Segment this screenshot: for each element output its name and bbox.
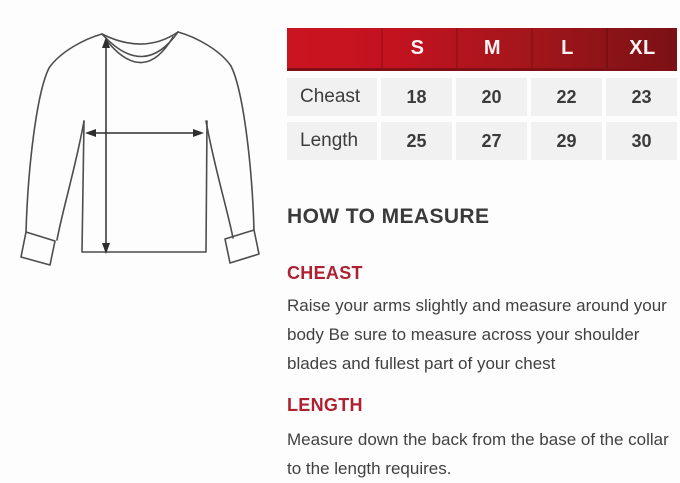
size-column-header-m: M — [456, 28, 527, 68]
chest-arrow — [85, 129, 204, 137]
row-label-cheast: Cheast — [287, 78, 377, 116]
shirt-measurement-diagram — [0, 0, 290, 290]
left-sleeve-inner — [57, 121, 84, 240]
left-cuff — [21, 232, 55, 265]
cheast-value-l: 22 — [531, 78, 602, 116]
length-value-s: 25 — [381, 122, 452, 160]
right-sleeve-outer — [178, 32, 254, 230]
length-section-heading: LENGTH — [287, 395, 363, 415]
size-table — [287, 28, 677, 160]
length-section-text: Measure down the back from the base of the collar to the length requires. — [287, 430, 669, 478]
cheast-value-s: 18 — [381, 78, 452, 116]
length-value-m: 27 — [456, 122, 527, 160]
cheast-section-text: Raise your arms slightly and measure around your body Be sure to measure across your shoulder blades and fullest part of your chest — [287, 296, 667, 373]
length-arrow — [102, 37, 110, 254]
cheast-section-heading: CHEAST — [287, 263, 363, 283]
right-cuff — [225, 230, 259, 263]
size-column-header-l: L — [531, 28, 602, 68]
cheast-value-m: 20 — [456, 78, 527, 116]
length-value-l: 29 — [531, 122, 602, 160]
right-sleeve-inner — [206, 121, 233, 238]
shirt-body — [82, 121, 207, 252]
size-column-header-s: S — [381, 28, 452, 68]
shirt-outline — [21, 32, 259, 265]
how-to-measure-title: HOW TO MEASURE — [287, 205, 490, 228]
row-label-length: Length — [287, 122, 377, 160]
table-corner-cell — [287, 28, 377, 68]
size-table-header-row — [287, 28, 677, 71]
size-table-body — [287, 78, 677, 160]
size-column-header-xl: XL — [606, 28, 677, 68]
collar-back-curve — [102, 32, 178, 44]
cheast-value-xl: 23 — [606, 78, 677, 116]
length-value-xl: 30 — [606, 122, 677, 160]
size-info-panel — [287, 28, 677, 483]
